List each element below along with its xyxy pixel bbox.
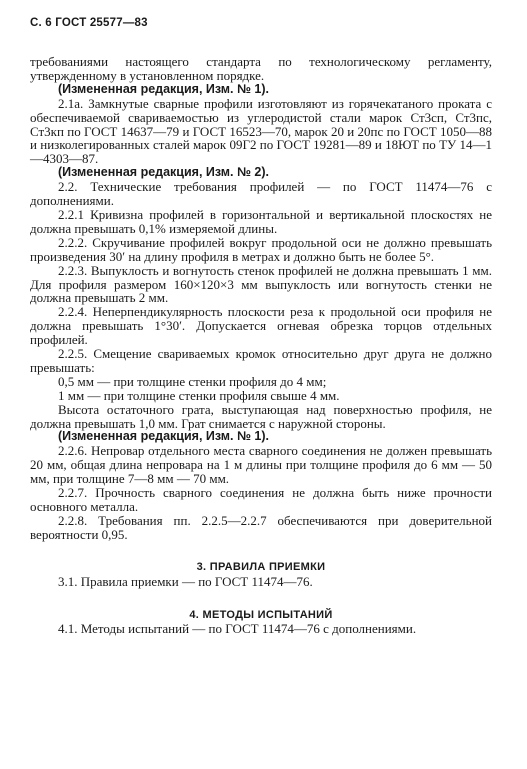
paragraph-2-2: 2.2. Технические требования профилей — по ГОСТ 11474—76 с дополнениями. bbox=[30, 179, 492, 209]
paragraph-2-2-7: 2.2.7. Прочность сварного соединения не должна быть ниже прочности основного металла. bbox=[30, 485, 492, 514]
paragraph-2-2-1: 2.2.1 Кривизна профилей в горизонтальной и вертикальной плоскостях не должна превышать 0,1% измеряемой длины. bbox=[30, 206, 492, 236]
paragraph-2-2-2: 2.2.2. Скручивание профилей вокруг продольной оси не должно превышать произведения 30′ на длину профиля в метрах и должно быть не более 5°. bbox=[30, 234, 492, 264]
paragraph-continuation: требованиями настоящего стандарта по технологическому регламенту, утвержденному в установленном порядке. bbox=[30, 54, 492, 83]
document-body bbox=[30, 55, 492, 636]
paragraph-2-2-4: 2.2.4. Неперпендикулярность плоскости реза к продольной оси профиля не должна превышать 1°30′. Допускается огневая обрезка торцов отдельных профилей. bbox=[30, 304, 492, 348]
paragraph-2-1a: 2.1а. Замкнутые сварные профили изготовляют из горячекатаного проката с обеспечиваемой свариваемостью из углеродистой стали марок Ст3сп, Ст3пс, Ст3кп по ГОСТ 14637—79 и ГОСТ 16523—70, марок 20 и 20пс по ГОСТ 1050—88 и низколегированных сталей марок 09Г2 по ГОСТ 19281—89 и 18ЮТ по ТУ 14—1—4303—87. bbox=[30, 95, 492, 167]
section-4-heading: 4. МЕТОДЫ ИСПЫТАНИЙ bbox=[189, 608, 333, 621]
paragraph-2-2-3: 2.2.3. Выпуклость и вогнутость стенок профилей не должна превышать 1 мм. Для профиля размером 160×120×3 мм выпуклость или вогнутость стенки не должна превышать 2 мм. bbox=[30, 262, 492, 306]
list-item: 1 мм — при толщине стенки профиля свыше 4 мм. bbox=[58, 387, 340, 403]
list-item: 0,5 мм — при толщине стенки профиля до 4 мм; bbox=[58, 373, 327, 389]
paragraph-3-1: 3.1. Правила приемки — по ГОСТ 11474—76. bbox=[58, 573, 313, 589]
page-header: С. 6 ГОСТ 25577—83 bbox=[30, 17, 148, 29]
section-3-heading: 3. ПРАВИЛА ПРИЕМКИ bbox=[196, 560, 326, 573]
paragraph-2-2-5: 2.2.5. Смещение свариваемых кромок относительно друг друга не должно превышать: bbox=[30, 346, 492, 375]
paragraph-2-2-8: 2.2.8. Требования пп. 2.2.5—2.2.7 обеспечиваются при доверительной вероятности 0,95. bbox=[30, 512, 492, 542]
amendment-note: (Измененная редакция, Изм. № 1). bbox=[58, 429, 269, 444]
paragraph-2-2-6: 2.2.6. Непровар отдельного места сварного соединения не должен превышать 20 мм, общая длина непровара на 1 м длины при толщине профиля до 6 мм — 50 мм, при толщине 7—8 мм — 70 мм. bbox=[30, 443, 492, 487]
amendment-note: (Измененная редакция, Изм. № 2). bbox=[58, 165, 269, 180]
paragraph-4-1: 4.1. Методы испытаний — по ГОСТ 11474—76 с дополнениями. bbox=[58, 621, 417, 637]
paragraph-burr: Высота остаточного грата, выступающая над поверхностью профиля, не должна превышать 1,0 мм. Грат снимается с наружной стороны. bbox=[30, 401, 492, 431]
amendment-note: (Измененная редакция, Изм. № 1). bbox=[58, 81, 269, 96]
